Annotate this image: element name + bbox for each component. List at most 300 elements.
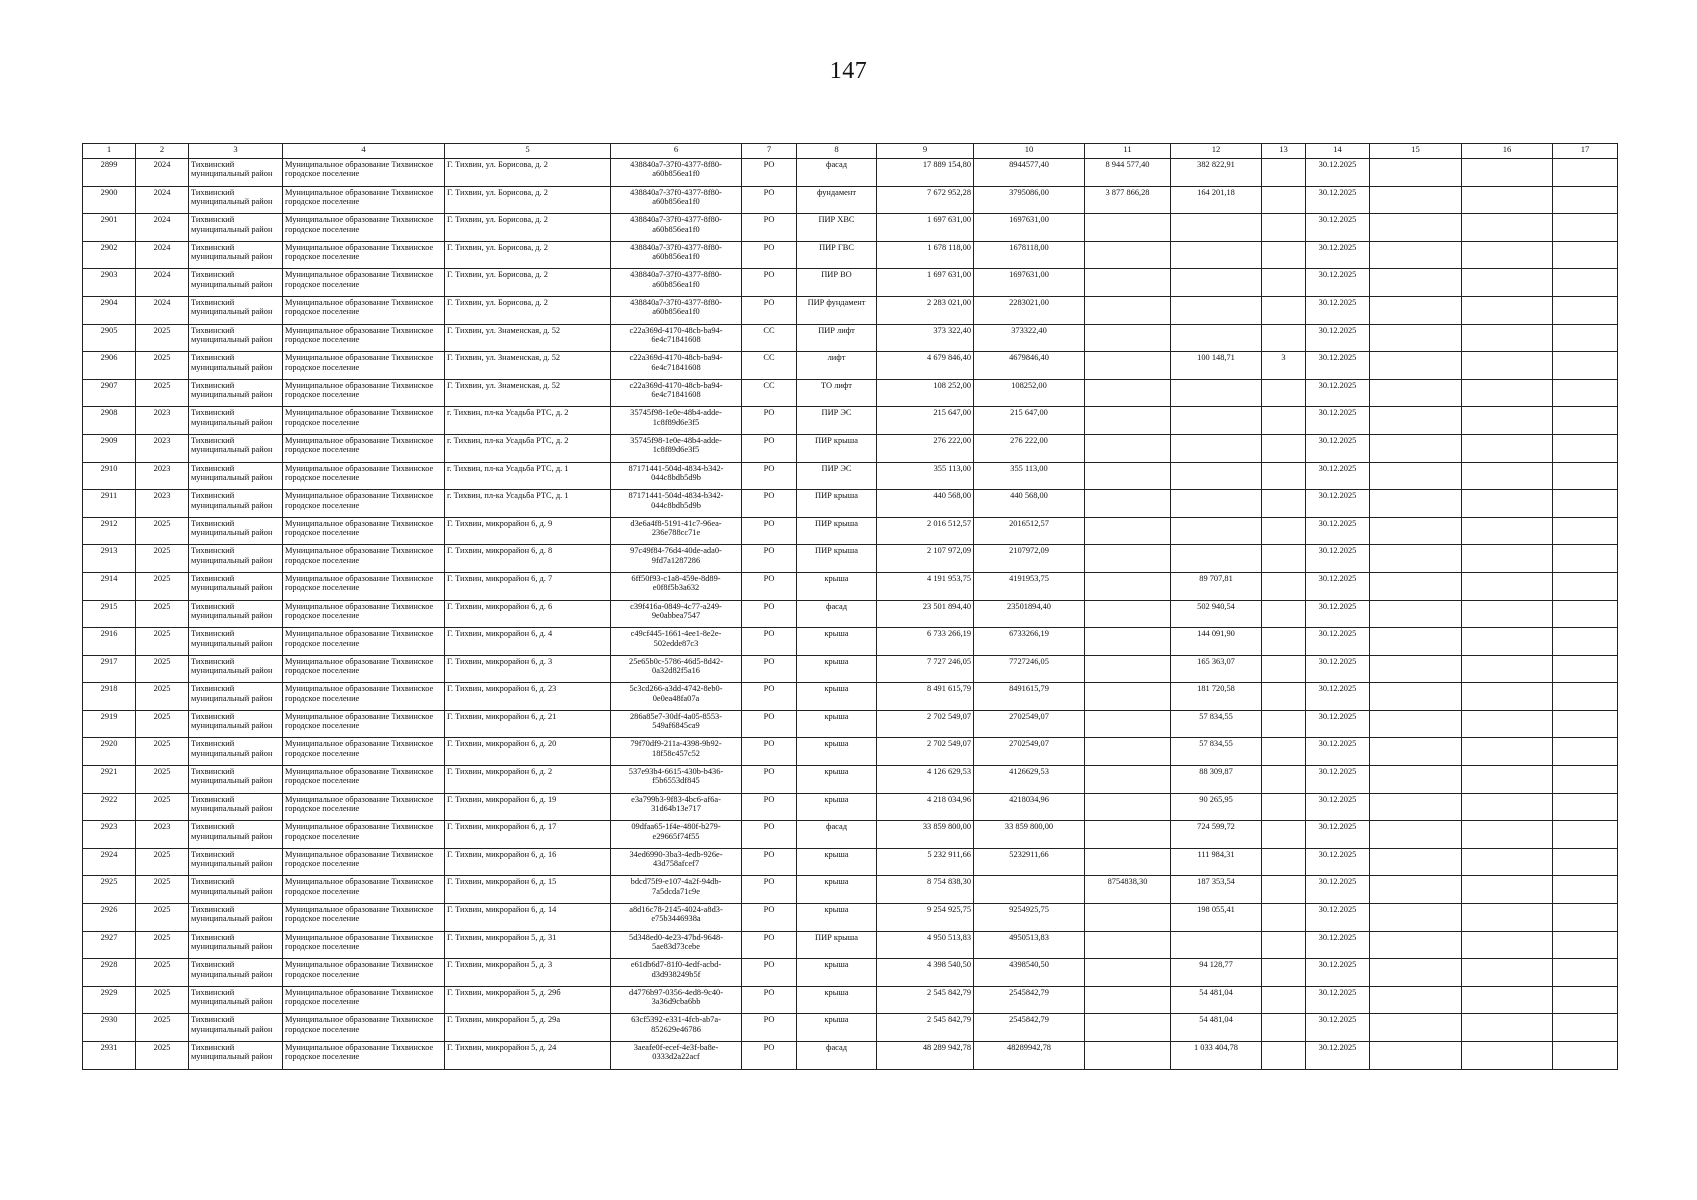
cell-district-text: муниципальный район: [191, 252, 273, 262]
cell-row-number-text: 2904: [100, 297, 118, 307]
cell-col-13: [1262, 214, 1306, 242]
cell-col-17: [1553, 876, 1618, 904]
cell-house-code-text: 0a32d82f5a16: [652, 666, 700, 676]
cell-row-number-text: 2901: [100, 215, 118, 225]
cell-house-code-text: bdcd75f9-e107-4a2f-94db-: [630, 877, 722, 887]
cell-municipality-text: городское поселение: [285, 583, 360, 593]
cell-district-text: муниципальный район: [191, 693, 273, 703]
cell-house-code-text: 286a85e7-30df-4a05-8553-: [629, 711, 723, 721]
cell-house-code-text: 0e0ea48fa07a: [652, 693, 700, 703]
cell-col-11: [1085, 324, 1171, 352]
cell-total-cost-text: 7 672 952,28: [927, 187, 971, 197]
cell-deadline: [1306, 490, 1370, 518]
cell-district-text: Тихвинский: [191, 325, 235, 335]
cell-house-code-text: 5ae83d73cebe: [652, 942, 700, 952]
cell-col-16: [1462, 876, 1553, 904]
cell-col-12: [1171, 186, 1262, 214]
cell-deadline: [1306, 407, 1370, 435]
cell-fund-type: [742, 241, 797, 269]
cell-district-text: муниципальный район: [191, 859, 273, 869]
cell-col-10-text: 4398540,50: [1009, 960, 1049, 970]
cell-district-text: Тихвинский: [191, 435, 235, 445]
cell-house-code: [611, 766, 742, 794]
cell-house-code-text: 438840a7-37f0-4377-8f80-: [630, 187, 722, 197]
cell-work-type-text: фасад: [826, 160, 847, 169]
cell-col-10-text: 4126629,53: [1009, 767, 1049, 777]
cell-work-type: [797, 600, 877, 628]
cell-municipality: [283, 1042, 445, 1070]
cell-municipality-text: Муниципальное образование Тихвинское: [285, 684, 434, 694]
cell-fund-type: [742, 517, 797, 545]
cell-row-number: [83, 959, 136, 987]
cell-col-15: [1370, 352, 1462, 380]
cell-district-text: Тихвинский: [191, 463, 235, 473]
cell-deadline: [1306, 1042, 1370, 1070]
column-number: 9: [877, 144, 974, 159]
cell-col-15: [1370, 407, 1462, 435]
cell-address: [445, 683, 611, 711]
cell-deadline: [1306, 186, 1370, 214]
cell-address-text: Г. Тихвин, микрорайон 6, д. 23: [447, 684, 557, 694]
cell-house-code: [611, 738, 742, 766]
cell-row-number-text: 2905: [100, 325, 118, 335]
cell-work-type-text: крыша: [824, 1015, 849, 1025]
cell-district-text: муниципальный район: [191, 417, 273, 427]
cell-col-12-text: 1 033 404,78: [1194, 1043, 1238, 1052]
cell-district: [189, 407, 283, 435]
cell-year-text: 2025: [153, 849, 171, 859]
cell-col-12: [1171, 931, 1262, 959]
cell-deadline: [1306, 683, 1370, 711]
cell-fund-type-text: РО: [763, 656, 775, 666]
cell-fund-type: [742, 269, 797, 297]
cell-col-10: [974, 821, 1085, 849]
cell-col-17: [1553, 683, 1618, 711]
cell-house-code-text: 044c8bdb5d9b: [651, 472, 701, 482]
cell-total-cost: [877, 1042, 974, 1070]
cell-municipality: [283, 738, 445, 766]
cell-address: [445, 517, 611, 545]
cell-col-15: [1370, 848, 1462, 876]
cell-house-code-text: d4776b97-0356-4ed8-9c40-: [629, 987, 723, 997]
cell-year: [136, 545, 189, 573]
cell-municipality-text: Муниципальное образование Тихвинское: [285, 987, 434, 997]
cell-row-number: [83, 159, 136, 187]
cell-district-text: муниципальный район: [191, 831, 273, 841]
cell-deadline-text: 30.12.2025: [1318, 297, 1357, 307]
cell-row-number-text: 2914: [100, 573, 118, 583]
cell-work-type-text: крыша: [824, 794, 849, 804]
cell-col-11-text: 8754838,30: [1107, 877, 1148, 887]
cell-municipality: [283, 324, 445, 352]
cell-col-12: [1171, 214, 1262, 242]
cell-year: [136, 352, 189, 380]
cell-district-text: Тихвинский: [191, 1043, 235, 1052]
cell-col-15: [1370, 324, 1462, 352]
cell-municipality: [283, 296, 445, 324]
cell-district: [189, 710, 283, 738]
cell-col-16: [1462, 434, 1553, 462]
cell-col-10-text: 2107972,09: [1009, 546, 1049, 556]
cell-col-12: [1171, 490, 1262, 518]
cell-col-17: [1553, 710, 1618, 738]
cell-municipality: [283, 1014, 445, 1042]
cell-total-cost: [877, 269, 974, 297]
cell-house-code: [611, 407, 742, 435]
cell-district-text: Тихвинский: [191, 297, 235, 307]
cell-year-text: 2023: [153, 491, 171, 501]
cell-district-text: муниципальный район: [191, 390, 273, 400]
cell-deadline-text: 30.12.2025: [1318, 215, 1357, 225]
cell-address-text: Г. Тихвин, ул. Борисова, д. 2: [447, 270, 548, 280]
cell-col-17: [1553, 904, 1618, 932]
cell-district-text: Тихвинский: [191, 408, 235, 418]
cell-col-13: [1262, 379, 1306, 407]
cell-house-code-text: a60b856ea1f0: [652, 252, 700, 262]
cell-col-11: [1085, 462, 1171, 490]
cell-deadline-text: 30.12.2025: [1318, 546, 1357, 556]
cell-fund-type-text: РО: [763, 767, 775, 777]
cell-address-text: Г. Тихвин, ул. Знаменская, д. 52: [447, 353, 561, 363]
cell-total-cost: [877, 959, 974, 987]
cell-total-cost: [877, 462, 974, 490]
cell-row-number: [83, 710, 136, 738]
cell-house-code: [611, 793, 742, 821]
column-number: 6: [611, 144, 742, 159]
cell-work-type-text: ТО лифт: [821, 380, 852, 390]
cell-col-12-text: 57 834,55: [1199, 739, 1233, 749]
cell-col-11: [1085, 848, 1171, 876]
cell-year: [136, 628, 189, 656]
cell-year: [136, 683, 189, 711]
cell-district: [189, 655, 283, 683]
cell-col-11-text: 8 944 577,40: [1105, 160, 1150, 169]
cell-municipality-text: городское поселение: [285, 279, 360, 289]
table-row: [83, 572, 1618, 600]
cell-district-text: муниципальный район: [191, 997, 273, 1007]
cell-deadline-text: 30.12.2025: [1318, 822, 1357, 832]
cell-col-12: [1171, 904, 1262, 932]
cell-col-11: [1085, 352, 1171, 380]
cell-col-10: [974, 876, 1085, 904]
cell-house-code-text: c22a369d-4170-48cb-ba94-: [629, 325, 723, 335]
cell-district: [189, 959, 283, 987]
cell-deadline-text: 30.12.2025: [1318, 794, 1357, 804]
cell-deadline-text: 30.12.2025: [1318, 353, 1357, 363]
cell-year-text: 2025: [153, 353, 171, 363]
cell-district-text: Тихвинский: [191, 160, 235, 169]
cell-house-code-text: c22a369d-4170-48cb-ba94-: [629, 353, 723, 363]
table-row: [83, 959, 1618, 987]
cell-work-type-text: крыша: [824, 987, 849, 997]
cell-col-10: [974, 986, 1085, 1014]
cell-col-13: [1262, 324, 1306, 352]
cell-municipality-text: городское поселение: [285, 914, 360, 924]
cell-house-code-text: d3d938249b5f: [651, 969, 701, 979]
table-row: [83, 600, 1618, 628]
cell-municipality-text: Муниципальное образование Тихвинское: [285, 491, 434, 501]
cell-total-cost-text: 6 733 266,19: [927, 629, 971, 639]
cell-col-16: [1462, 186, 1553, 214]
cell-col-12-text: 54 481,04: [1199, 987, 1233, 997]
cell-municipality: [283, 628, 445, 656]
cell-house-code: [611, 821, 742, 849]
cell-total-cost: [877, 683, 974, 711]
cell-year: [136, 159, 189, 187]
cell-total-cost-text: 17 889 154,80: [922, 160, 971, 169]
cell-work-type: [797, 931, 877, 959]
cell-year: [136, 600, 189, 628]
cell-work-type-text: крыша: [824, 656, 849, 666]
cell-col-16: [1462, 793, 1553, 821]
cell-district-text: Тихвинский: [191, 849, 235, 859]
cell-deadline-text: 30.12.2025: [1318, 491, 1357, 501]
cell-col-13: [1262, 352, 1306, 380]
cell-district-text: муниципальный район: [191, 307, 273, 317]
cell-district: [189, 241, 283, 269]
cell-row-number-text: 2923: [100, 822, 118, 832]
cell-col-12: [1171, 545, 1262, 573]
table-row: [83, 241, 1618, 269]
cell-municipality-text: Муниципальное образование Тихвинское: [285, 656, 434, 666]
cell-row-number-text: 2916: [100, 629, 118, 639]
cell-district-text: Тихвинский: [191, 711, 235, 721]
cell-year-text: 2025: [153, 684, 171, 694]
cell-municipality-text: Муниципальное образование Тихвинское: [285, 767, 434, 777]
cell-col-10: [974, 1042, 1085, 1070]
cell-address: [445, 738, 611, 766]
cell-col-10-text: 355 113,00: [1010, 463, 1048, 473]
cell-municipality-text: городское поселение: [285, 472, 360, 482]
cell-house-code: [611, 186, 742, 214]
cell-district-text: Тихвинский: [191, 518, 235, 528]
cell-deadline: [1306, 324, 1370, 352]
cell-district-text: Тихвинский: [191, 601, 235, 611]
cell-col-10: [974, 959, 1085, 987]
cell-address-text: Г. Тихвин, ул. Знаменская, д. 52: [447, 325, 561, 335]
cell-fund-type-text: РО: [763, 573, 775, 583]
cell-total-cost-text: 108 252,00: [933, 380, 971, 390]
cell-fund-type-text: РО: [763, 629, 775, 639]
cell-col-10-text: 4191953,75: [1009, 573, 1049, 583]
cell-col-16: [1462, 600, 1553, 628]
cell-col-13: [1262, 904, 1306, 932]
cell-col-11: [1085, 738, 1171, 766]
cell-col-12: [1171, 683, 1262, 711]
cell-work-type-text: крыша: [824, 739, 849, 749]
cell-row-number-text: 2908: [100, 408, 118, 418]
cell-col-15: [1370, 545, 1462, 573]
cell-municipality-text: Муниципальное образование Тихвинское: [285, 794, 434, 804]
cell-address: [445, 462, 611, 490]
cell-house-code-text: 35745f98-1e0e-48b4-adde-: [630, 435, 722, 445]
cell-total-cost: [877, 490, 974, 518]
cell-col-15: [1370, 710, 1462, 738]
cell-year: [136, 710, 189, 738]
cell-col-15: [1370, 738, 1462, 766]
cell-district-text: Тихвинский: [191, 684, 235, 694]
cell-total-cost: [877, 931, 974, 959]
cell-deadline-text: 30.12.2025: [1318, 960, 1357, 970]
cell-row-number: [83, 379, 136, 407]
cell-total-cost: [877, 876, 974, 904]
cell-district-text: муниципальный район: [191, 362, 273, 372]
cell-row-number: [83, 793, 136, 821]
cell-col-17: [1553, 379, 1618, 407]
cell-col-10: [974, 214, 1085, 242]
cell-col-17: [1553, 186, 1618, 214]
cell-fund-type-text: РО: [763, 932, 775, 942]
cell-municipality-text: Муниципальное образование Тихвинское: [285, 242, 434, 252]
cell-fund-type: [742, 793, 797, 821]
cell-col-16: [1462, 407, 1553, 435]
cell-house-code-text: 25e65b0c-5786-46d5-8d42-: [629, 656, 723, 666]
cell-house-code: [611, 490, 742, 518]
cell-col-10: [974, 517, 1085, 545]
cell-municipality: [283, 572, 445, 600]
cell-col-11: [1085, 490, 1171, 518]
cell-year-text: 2025: [153, 656, 171, 666]
cell-total-cost: [877, 738, 974, 766]
cell-municipality-text: городское поселение: [285, 776, 360, 786]
cell-year: [136, 572, 189, 600]
table-row: [83, 186, 1618, 214]
cell-work-type-text: фасад: [826, 822, 847, 832]
cell-district-text: Тихвинский: [191, 629, 235, 639]
cell-col-12: [1171, 986, 1262, 1014]
cell-col-16: [1462, 904, 1553, 932]
cell-deadline-text: 30.12.2025: [1318, 518, 1357, 528]
cell-district: [189, 986, 283, 1014]
cell-house-code-text: 35745f98-1e0e-48b4-adde-: [630, 408, 722, 418]
cell-address: [445, 490, 611, 518]
cell-municipality: [283, 904, 445, 932]
cell-year: [136, 848, 189, 876]
cell-row-number-text: 2924: [100, 849, 118, 859]
cell-work-type: [797, 793, 877, 821]
cell-col-12: [1171, 159, 1262, 187]
cell-address: [445, 904, 611, 932]
cell-total-cost-text: 4 950 513,83: [927, 932, 971, 942]
cell-row-number: [83, 986, 136, 1014]
cell-total-cost-text: 2 283 021,00: [927, 297, 971, 307]
cell-house-code-text: c39f416a-0849-4c77-a249-: [630, 601, 722, 611]
cell-col-16: [1462, 931, 1553, 959]
cell-col-13: [1262, 490, 1306, 518]
cell-total-cost: [877, 517, 974, 545]
cell-house-code-text: 63cf5392-e331-4fcb-ab7a-: [631, 1015, 721, 1025]
cell-district-text: муниципальный район: [191, 169, 273, 179]
cell-house-code-text: 6ff50f93-c1a8-459e-8d89-: [631, 573, 721, 583]
cell-municipality-text: городское поселение: [285, 334, 360, 344]
cell-municipality-text: Муниципальное образование Тихвинское: [285, 905, 434, 915]
cell-municipality-text: Муниципальное образование Тихвинское: [285, 1043, 434, 1052]
cell-house-code: [611, 710, 742, 738]
cell-work-type: [797, 986, 877, 1014]
cell-col-13: [1262, 931, 1306, 959]
cell-row-number-text: 2920: [100, 739, 118, 749]
cell-district-text: муниципальный район: [191, 776, 273, 786]
table-row: [83, 986, 1618, 1014]
cell-col-11: [1085, 904, 1171, 932]
cell-col-11: [1085, 517, 1171, 545]
table-row: [83, 352, 1618, 380]
cell-col-13: [1262, 710, 1306, 738]
cell-fund-type: [742, 434, 797, 462]
cell-col-10: [974, 600, 1085, 628]
cell-house-code-text: 87171441-504d-4834-b342-: [628, 491, 724, 501]
table-row: [83, 296, 1618, 324]
cell-district-text: муниципальный район: [191, 721, 273, 731]
table-row: [83, 434, 1618, 462]
cell-address: [445, 241, 611, 269]
cell-col-11: [1085, 986, 1171, 1014]
cell-district: [189, 545, 283, 573]
cell-col-13: [1262, 296, 1306, 324]
cell-district-text: муниципальный район: [191, 224, 273, 234]
cell-col-10-text: 5232911,66: [1009, 849, 1049, 859]
cell-year-text: 2023: [153, 463, 171, 473]
cell-year: [136, 296, 189, 324]
table-row: [83, 931, 1618, 959]
cell-total-cost-text: 33 859 800,00: [922, 822, 971, 832]
cell-year: [136, 821, 189, 849]
cell-col-16: [1462, 683, 1553, 711]
cell-house-code: [611, 1014, 742, 1042]
cell-district-text: Тихвинский: [191, 739, 235, 749]
cell-fund-type: [742, 821, 797, 849]
cell-col-13: [1262, 600, 1306, 628]
cell-work-type: [797, 766, 877, 794]
cell-col-10-text: 8491615,79: [1009, 684, 1049, 694]
cell-year-text: 2025: [153, 932, 171, 942]
cell-fund-type-text: РО: [763, 160, 775, 169]
cell-total-cost-text: 2 545 842,79: [927, 1015, 971, 1025]
cell-fund-type: [742, 572, 797, 600]
cell-row-number: [83, 490, 136, 518]
cell-house-code-text: 43d758afcef7: [652, 859, 700, 869]
cell-district: [189, 1014, 283, 1042]
cell-col-11: [1085, 572, 1171, 600]
cell-deadline-text: 30.12.2025: [1318, 1015, 1357, 1025]
cell-district-text: муниципальный район: [191, 1024, 273, 1034]
cell-work-type: [797, 490, 877, 518]
cell-house-code: [611, 959, 742, 987]
cell-total-cost-text: 4 191 953,75: [927, 573, 971, 583]
cell-fund-type: [742, 296, 797, 324]
cell-address: [445, 434, 611, 462]
cell-deadline: [1306, 876, 1370, 904]
cell-district: [189, 821, 283, 849]
cell-municipality: [283, 545, 445, 573]
cell-address-text: Г. Тихвин, микрорайон 6, д. 15: [447, 877, 557, 887]
cell-col-17: [1553, 462, 1618, 490]
cell-work-type-text: крыша: [824, 767, 849, 777]
cell-municipality-text: Муниципальное образование Тихвинское: [285, 573, 434, 583]
cell-col-13: [1262, 159, 1306, 187]
table-row: [83, 1042, 1618, 1070]
cell-deadline: [1306, 296, 1370, 324]
cell-address: [445, 572, 611, 600]
cell-year-text: 2025: [153, 1015, 171, 1025]
cell-municipality-text: Муниципальное образование Тихвинское: [285, 877, 434, 887]
column-number: 13: [1262, 144, 1306, 159]
cell-total-cost: [877, 407, 974, 435]
cell-district-text: муниципальный район: [191, 1052, 273, 1062]
cell-col-10: [974, 904, 1085, 932]
cell-deadline-text: 30.12.2025: [1318, 711, 1357, 721]
cell-address-text: г. Тихвин, пл-ка Усадьба РТС, д. 1: [447, 491, 569, 501]
